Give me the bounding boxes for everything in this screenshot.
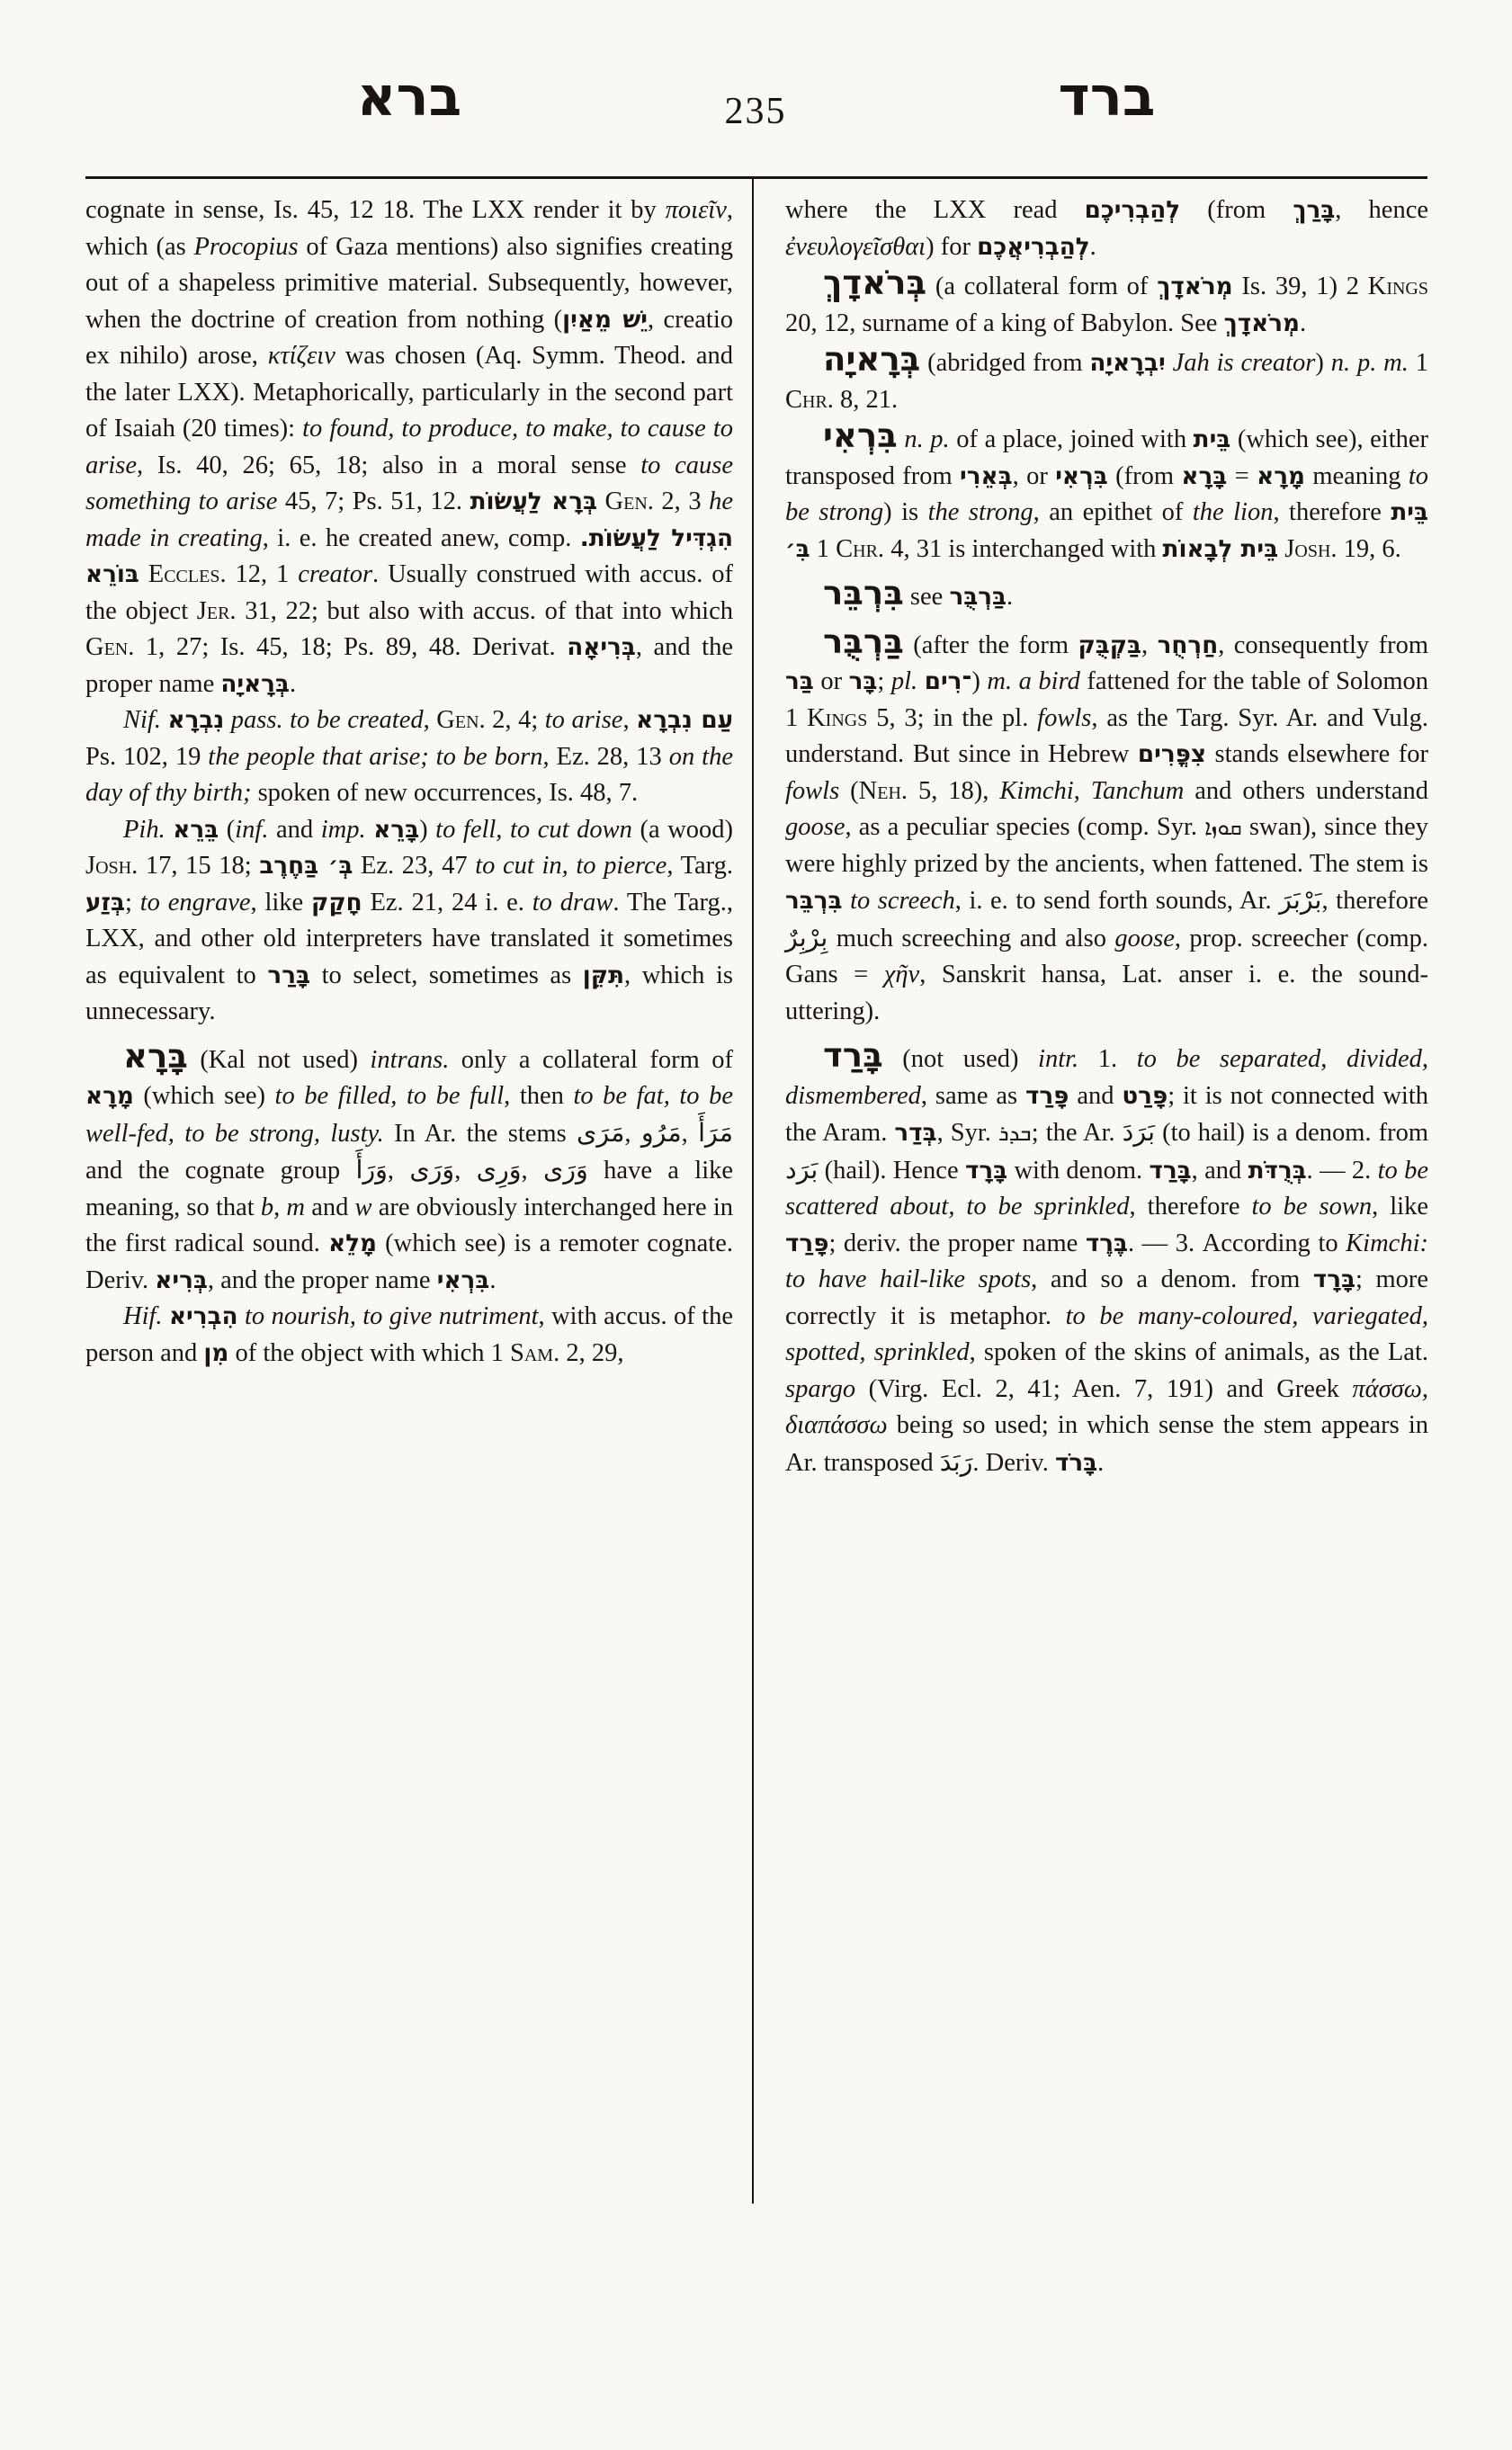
text-run: (not used) xyxy=(882,1045,1039,1073)
text-run: and others understand xyxy=(1184,776,1429,805)
text-run: Ps. 102, 19 xyxy=(85,742,209,771)
text-run: , xyxy=(273,1193,287,1221)
text-run: ; xyxy=(877,667,891,695)
hebrew-word: בַּרְבֻּר xyxy=(949,584,1007,611)
text-run: , or xyxy=(1012,461,1056,490)
text-run xyxy=(1166,349,1173,377)
text-run: , xyxy=(624,1119,641,1148)
text-run: , hence xyxy=(1335,196,1429,224)
paragraph xyxy=(785,1038,1428,1481)
text-run: ) xyxy=(971,667,988,695)
smallcaps-book-ref: Chr. xyxy=(785,385,834,414)
smallcaps-book-ref: Jer. xyxy=(196,596,237,625)
text-run xyxy=(139,560,148,588)
hebrew-word: פָּרַט xyxy=(1122,1082,1168,1110)
text-run: 17, 15 18; xyxy=(138,852,260,880)
text-run: ) xyxy=(1315,349,1331,377)
italic-run: to engrave xyxy=(139,888,251,917)
hebrew-word: מְרֹאדָךְ xyxy=(1223,309,1300,337)
text-run: , therefore xyxy=(1321,887,1428,915)
text-run: ; the Ar. xyxy=(1031,1119,1123,1147)
text-run: cognate in sense, Is. 45, 12 18. The LXX render it by xyxy=(85,196,666,224)
text-run: 45, 7; Ps. 51, 12. xyxy=(277,487,470,515)
italic-run: Kimchi: to have hail-like spots xyxy=(785,1229,1428,1293)
text-run: fattened for the table of Solomon 1 xyxy=(785,667,1429,732)
text-run: ; xyxy=(124,888,140,917)
text-run: 4, 31 is interchanged with xyxy=(884,534,1163,563)
text-run xyxy=(166,816,174,844)
text-run: , same as xyxy=(920,1081,1025,1110)
paragraph xyxy=(785,576,1428,616)
text-run xyxy=(843,887,851,915)
text-run: , i. e. he created anew, comp. xyxy=(262,523,580,552)
paragraph xyxy=(785,418,1428,568)
hebrew-word: ־רִים xyxy=(924,668,972,695)
text-run: (a wood) xyxy=(631,815,734,844)
text-run: have a like meaning, so that xyxy=(85,1157,734,1221)
text-run: , an epithet of xyxy=(1033,498,1193,526)
italic-run: he made in creating xyxy=(85,487,733,552)
smallcaps-book-ref: Josh. xyxy=(85,852,139,880)
syriac-word: ܩܘܙܐ xyxy=(1204,815,1242,840)
hebrew-word: בְּרָאיָה xyxy=(220,670,290,698)
hebrew-word: מָלֵא xyxy=(328,1230,378,1257)
italic-run: to cause something to arise xyxy=(85,451,733,515)
italic-run: Jah is creator xyxy=(1172,349,1316,377)
hebrew-word: יִבְרָאיָה xyxy=(1089,350,1166,377)
hebrew-word: בְּרִיאָה xyxy=(567,634,636,661)
hebrew-word: בֵּית לְבָאוֹת xyxy=(1162,535,1279,563)
paragraph xyxy=(85,812,733,1031)
hebrew-headword: בְּרֹאדָךְ xyxy=(823,264,927,302)
italic-run: spargo xyxy=(785,1374,856,1403)
text-run: , therefore xyxy=(1273,498,1391,526)
text-run: ; deriv. the proper name xyxy=(828,1229,1086,1257)
header-keyword-right: ברד xyxy=(1058,66,1156,129)
text-run: are obviously interchanged here in the first radical sound. xyxy=(85,1193,733,1257)
hebrew-word: צִפֳּרִים xyxy=(1137,741,1207,768)
text-run: . Usually construed with accus. of the object xyxy=(85,560,733,625)
paragraph xyxy=(85,1036,734,1300)
text-run: 1 xyxy=(810,534,837,563)
text-run: , as the Targ. Syr. Ar. and Vulg. understand. But since in Hebrew xyxy=(785,703,1429,768)
hebrew-word: בְּרִיא xyxy=(155,1266,208,1294)
arabic-word: وَرَى xyxy=(542,1155,588,1185)
hebrew-word: בֶּרֶד xyxy=(1085,1229,1129,1257)
text-run: . xyxy=(1097,1448,1105,1477)
hebrew-word: בְּזַע xyxy=(85,889,125,917)
arabic-word: بَرْبَرَ xyxy=(1279,885,1322,915)
greek-word: κτίζειν xyxy=(267,342,336,370)
hebrew-word: מָרָא xyxy=(85,1083,134,1110)
italic-run: m xyxy=(286,1193,306,1221)
text-run: , xyxy=(1073,776,1091,805)
text-run: 2, 29, xyxy=(559,1338,624,1367)
text-run: ) is xyxy=(883,498,928,526)
italic-run: Nif. xyxy=(123,706,161,734)
hebrew-word: בָּרֵא xyxy=(373,816,420,844)
text-run: Ez. 23, 47 xyxy=(353,852,476,880)
hebrew-headword: בִּרְאִי xyxy=(823,416,898,455)
italic-run: intrans. xyxy=(370,1045,450,1074)
header-rule xyxy=(85,176,1427,179)
arabic-word: مَرَى xyxy=(577,1117,625,1148)
hebrew-word: פָּרַד xyxy=(1024,1082,1069,1110)
text-run: and xyxy=(1069,1081,1123,1110)
text-run: ; it is not connected with the Aram. xyxy=(785,1081,1428,1147)
text-run: 19, 6. xyxy=(1337,534,1401,563)
text-run: , and so a denom. from xyxy=(1031,1265,1313,1293)
italic-run: Procopius xyxy=(193,232,299,261)
text-run: and xyxy=(305,1193,355,1221)
text-run: (after the form xyxy=(903,630,1078,659)
arabic-word: بَرَدَ xyxy=(1122,1117,1156,1147)
italic-run: to screech xyxy=(850,887,955,915)
text-run: . — 3. According to xyxy=(1128,1229,1346,1257)
paragraph xyxy=(785,192,1428,265)
text-run: much screeching and also xyxy=(828,924,1115,952)
text-run: (which see) xyxy=(133,1082,275,1110)
text-run: (Kal not used) xyxy=(187,1045,371,1074)
hebrew-word: בִּרְאִי xyxy=(436,1266,490,1294)
text-run: , prop. screecher (comp. Gans = xyxy=(785,924,1428,988)
text-run: , xyxy=(521,1157,543,1185)
left-column xyxy=(85,192,733,1372)
hebrew-word: בָּרַד xyxy=(1149,1157,1192,1185)
italic-run: m. a bird xyxy=(987,667,1080,695)
text-run: stands elsewhere for xyxy=(1206,740,1428,768)
smallcaps-book-ref: Gen. xyxy=(436,706,486,734)
text-run: , and the proper name xyxy=(207,1265,437,1294)
italic-run: w xyxy=(354,1193,372,1221)
hebrew-word: בָּרָד xyxy=(964,1157,1008,1185)
paragraph xyxy=(85,1299,733,1372)
italic-run: to fell, to cut down xyxy=(435,815,632,844)
text-run: . xyxy=(489,1265,497,1294)
text-run: 2, 4; xyxy=(485,706,545,734)
text-run: , spoken of the skins of animals, as the Lat. xyxy=(969,1338,1428,1366)
hebrew-word: בָּרָא xyxy=(1181,462,1228,490)
italic-run: to be fat, to be well-fed, to be strong, lusty. xyxy=(85,1082,733,1148)
italic-run: the people that arise; to be born xyxy=(208,742,543,771)
text-run: , Targ. xyxy=(667,852,733,880)
hebrew-word: בָּרֹד xyxy=(1054,1449,1098,1477)
hebrew-word: בְּדַר xyxy=(894,1120,937,1147)
text-run: of a place, joined with xyxy=(949,425,1194,453)
text-run xyxy=(917,667,925,695)
italic-run: pl. xyxy=(890,667,918,695)
text-run: Ez. 21, 24 i. e. xyxy=(362,888,532,917)
italic-run: the strong xyxy=(927,498,1033,526)
text-run: 5, 3; in the pl. xyxy=(867,703,1038,732)
text-run: of the object with which 1 xyxy=(228,1338,511,1367)
italic-run: n. p. xyxy=(904,425,950,453)
arabic-word: وَرَأَ xyxy=(355,1155,388,1185)
italic-run: to draw xyxy=(532,888,613,917)
italic-run: intr. xyxy=(1038,1045,1079,1073)
text-run: . Deriv. xyxy=(972,1448,1055,1477)
text-run: , which (as xyxy=(85,196,733,261)
greek-word: ἐνευλογεῖσθαι xyxy=(785,232,926,261)
smallcaps-book-ref: Sam. xyxy=(510,1338,560,1367)
text-run xyxy=(366,816,374,844)
greek-word: χῆν xyxy=(883,961,920,988)
hebrew-word: יֵשׁ מֵאַיִן xyxy=(562,306,648,334)
text-run xyxy=(597,487,605,515)
text-run: where the LXX read xyxy=(785,196,1085,224)
hebrew-headword: בָּרָא xyxy=(123,1036,188,1076)
smallcaps-book-ref: Gen. xyxy=(604,487,654,515)
italic-run: b xyxy=(260,1193,274,1221)
hebrew-word: תִּקֵּן xyxy=(582,961,624,989)
text-run: , xyxy=(423,706,437,734)
text-run: , consequently from xyxy=(1218,630,1428,659)
text-run: , Syr. xyxy=(936,1119,998,1147)
hebrew-word: מְרֹאדָךְ xyxy=(1157,273,1233,300)
hebrew-headword: בָּרַד xyxy=(823,1036,883,1075)
text-run xyxy=(161,706,168,734)
text-run: 1. xyxy=(1078,1045,1137,1073)
hebrew-word: בָּרַךְ xyxy=(1293,197,1336,224)
arabic-word: رَبَدَ xyxy=(939,1446,973,1477)
text-run: , xyxy=(387,1157,410,1185)
text-run: , and xyxy=(1191,1156,1248,1185)
hebrew-word: בָּר xyxy=(848,668,878,695)
text-run: (from xyxy=(1107,461,1182,490)
text-run: , therefore xyxy=(1129,1193,1252,1221)
smallcaps-book-ref: Neh. xyxy=(858,776,908,805)
italic-run: to be many-coloured, variegated, spotted, sprinkled xyxy=(785,1301,1429,1366)
text-run: . xyxy=(1089,232,1096,261)
italic-run: Pih. xyxy=(123,815,166,844)
text-run: (which see) is a remoter cognate. Deriv. xyxy=(85,1229,733,1294)
smallcaps-book-ref: Chr. xyxy=(836,534,885,563)
text-run: ) for xyxy=(926,232,978,261)
text-run: . xyxy=(1007,583,1014,611)
hebrew-word: מָרָא xyxy=(1257,462,1305,490)
hebrew-word: פָּרַד xyxy=(785,1229,829,1257)
text-run: , with accus. of the person and xyxy=(85,1302,733,1367)
italic-run: to be scattered about, to be sprinkled xyxy=(785,1156,1429,1221)
smallcaps-book-ref: Kings xyxy=(807,703,868,732)
italic-run: Tanchum xyxy=(1090,776,1185,805)
text-run: , xyxy=(681,1119,699,1148)
italic-run: inf. xyxy=(235,815,269,844)
paragraph xyxy=(785,265,1428,342)
hebrew-word: בְּרֻדֹּת xyxy=(1248,1157,1307,1185)
italic-run: imp. xyxy=(320,815,366,844)
text-run: swan), since they were highly prized by the ancients, when fattened. The stem is xyxy=(785,813,1428,878)
text-run xyxy=(224,706,231,734)
text-run: , and the proper name xyxy=(85,633,733,698)
text-run: or xyxy=(813,667,849,695)
italic-run: fowls xyxy=(785,776,840,805)
hebrew-headword: בַּרְבֻּר xyxy=(823,621,904,661)
italic-run: to arise xyxy=(544,706,623,734)
smallcaps-book-ref: Gen. xyxy=(85,633,135,661)
hebrew-word: בִּרְבֵּר xyxy=(785,888,843,915)
text-run: (from xyxy=(1180,196,1293,224)
smallcaps-book-ref: Eccles. xyxy=(148,560,227,588)
paragraph xyxy=(785,342,1428,418)
text-run: see xyxy=(903,583,950,611)
text-run: 31, 22; but also with accus. of that into which xyxy=(236,596,733,625)
paragraph xyxy=(85,192,733,702)
text-run: 20, 12, surname of a king of Babylon. See xyxy=(785,308,1224,337)
hebrew-word: בִּרְאִי xyxy=(1055,462,1108,490)
text-run: . xyxy=(289,669,297,698)
greek-word: πάσσω, διαπάσσω xyxy=(785,1374,1428,1439)
arabic-word: مَرَأَ xyxy=(698,1117,734,1148)
text-run: meaning xyxy=(1304,461,1409,490)
text-run: , which is unnecessary. xyxy=(85,961,733,1025)
italic-run: pass. to be created xyxy=(230,706,424,734)
italic-run: Hif. xyxy=(123,1302,163,1330)
italic-run: to cut in, to pierce xyxy=(475,852,667,880)
text-run: was chosen (Aq. Symm. Theod. and the later LXX). Metaphorically, particularly in the second part of Isaiah (20 times): xyxy=(85,342,734,443)
text-run: . xyxy=(1299,308,1307,337)
text-run: , Is. 40, 26; 65, 18; also in a moral sense xyxy=(137,451,641,479)
text-run: 5, 18), xyxy=(908,776,1000,805)
text-run: , as a peculiar species (comp. Syr. xyxy=(845,813,1205,841)
italic-run: fowls xyxy=(1037,703,1092,732)
text-run: , xyxy=(1141,630,1158,659)
hebrew-word: עַם נִבְרָא xyxy=(636,707,734,734)
hebrew-word: הִבְרִיא xyxy=(168,1303,238,1330)
italic-run: the lion xyxy=(1192,498,1274,526)
text-run: . — 2. xyxy=(1306,1156,1378,1185)
text-run: and xyxy=(268,815,321,844)
text-run: , then xyxy=(504,1082,574,1110)
text-run: 8, 21. xyxy=(833,385,899,414)
arabic-word: بَرَد xyxy=(785,1154,819,1185)
text-run: Is. 39, 1) 2 xyxy=(1232,273,1368,300)
hebrew-word: בַּר xyxy=(785,668,814,695)
hebrew-headword: בְּרָאיָה xyxy=(823,340,921,379)
text-run: ) xyxy=(419,815,436,844)
italic-run: on the day of thy birth; xyxy=(85,742,733,807)
italic-run: creator xyxy=(298,560,373,588)
text-run: 12, 1 xyxy=(226,560,299,588)
text-run: = xyxy=(1227,461,1257,490)
paragraph xyxy=(785,621,1429,1031)
text-run: (Virg. Ecl. 2, 41; Aen. 7, 191) and Greek xyxy=(855,1374,1353,1403)
hebrew-word: בֵּית בִּ׳ xyxy=(785,499,1428,563)
text-run: with denom. xyxy=(1007,1156,1150,1185)
italic-run: to be separated, divided, dismembered xyxy=(785,1045,1429,1110)
italic-run: to nourish, to give nutriment xyxy=(245,1302,539,1330)
hebrew-headword: בִּרְבֵּר xyxy=(823,574,904,612)
greek-word: ποιεῖν xyxy=(665,196,727,224)
hebrew-word: לְהַבְרִיאֲכֶם xyxy=(977,233,1090,261)
arabic-word: وَرِى xyxy=(476,1155,522,1185)
column-divider xyxy=(752,176,754,2204)
text-run: of Gaza mentions) also signifies creating out of a shapeless primitive material. Subsequently, however, when the doctrine of creation from nothing ( xyxy=(85,232,733,334)
text-run: only a collateral form of xyxy=(449,1045,733,1074)
text-run: ( xyxy=(219,815,236,844)
text-run: . The Targ., LXX, and other old interpreters have translated it sometimes as equivalent to xyxy=(85,888,733,989)
page-number: 235 xyxy=(724,91,787,132)
italic-run: to be filled, to be full xyxy=(274,1082,505,1110)
italic-run: to be strong xyxy=(785,461,1429,526)
smallcaps-book-ref: Josh. xyxy=(1284,534,1338,563)
right-column xyxy=(785,192,1428,1481)
hebrew-word: מִן xyxy=(203,1339,229,1367)
text-run: , like xyxy=(250,888,312,917)
arabic-word: وَرَى xyxy=(409,1155,455,1185)
hebrew-word: נִבְרָא xyxy=(167,707,225,734)
hebrew-word: חַרְחֻר xyxy=(1157,631,1219,659)
italic-run: goose xyxy=(1114,924,1175,952)
text-run: (hail). Hence xyxy=(818,1156,965,1185)
text-run: , xyxy=(622,706,637,734)
italic-run: Kimchi xyxy=(999,776,1074,805)
text-run xyxy=(238,1302,245,1330)
italic-run: to be sown xyxy=(1251,1193,1373,1221)
arabic-word: بِرْبِرٌ xyxy=(785,922,828,952)
text-run: and the cognate group xyxy=(85,1157,356,1185)
hebrew-word: הִגְדִּיל לַעֲשׂוֹת. בּוֹרֵא xyxy=(85,524,734,588)
hebrew-word: בֵּית xyxy=(1193,426,1231,453)
hebrew-word: בְּרָא לַעֲשׂוֹת xyxy=(470,488,598,515)
text-run: , xyxy=(454,1157,477,1185)
italic-run: goose xyxy=(785,813,845,841)
hebrew-word: בְּאֵרִי xyxy=(960,462,1013,490)
text-run: being so used; in which sense the stem appears in Ar. transposed xyxy=(785,1411,1428,1477)
smallcaps-book-ref: Kings xyxy=(1367,273,1429,300)
text-run: (which see), either transposed from xyxy=(785,425,1429,490)
italic-run: to found, to produce, to make, to cause to arise xyxy=(85,415,733,479)
text-run: In Ar. the stems xyxy=(383,1119,577,1148)
hebrew-word: בַּקְבֻּק xyxy=(1078,631,1142,659)
arabic-word: مَرُو xyxy=(640,1117,682,1148)
hebrew-word: בֵּרֵא xyxy=(173,816,219,844)
text-run: to select, sometimes as xyxy=(309,961,583,989)
text-run: (abridged from xyxy=(920,349,1090,377)
text-run: ; more correctly it is metaphor. xyxy=(785,1265,1429,1330)
text-run: 1 xyxy=(1408,349,1428,377)
text-run: (to hail) is a denom. from xyxy=(1155,1119,1428,1147)
text-run: , Sanskrit hansa, Lat. anser i. e. the sound-uttering). xyxy=(785,961,1428,1025)
hebrew-word: חָקַק xyxy=(311,889,362,917)
text-run: , creatio ex nihilo) arose, xyxy=(85,305,733,370)
text-run: , Ez. 28, 13 xyxy=(542,742,669,771)
italic-run: n. p. m. xyxy=(1330,349,1409,377)
text-run: , i. e. to send forth sounds, Ar. xyxy=(954,887,1280,915)
syriac-word: ܒܕܪ xyxy=(998,1121,1032,1146)
paragraph xyxy=(85,702,733,812)
hebrew-word: לְהַבְרִיכֶם xyxy=(1084,197,1181,224)
hebrew-word: בָּרָד xyxy=(1312,1266,1355,1293)
text-run xyxy=(163,1302,169,1330)
text-run: 1, 27; Is. 45, 18; Ps. 89, 48. Derivat. xyxy=(134,633,568,661)
header-keyword-left: ברא xyxy=(356,66,462,129)
text-run: (a collateral form of xyxy=(926,273,1158,300)
text-run: , like xyxy=(1372,1193,1429,1221)
text-run: ( xyxy=(839,776,859,805)
text-run: spoken of new occurrences, Is. 48, 7. xyxy=(251,779,639,807)
text-run: 2, 3 xyxy=(653,487,710,515)
hebrew-word: בָּרַר xyxy=(267,961,310,989)
hebrew-word: בְּ׳ בַּחֶרֶב xyxy=(259,853,353,880)
